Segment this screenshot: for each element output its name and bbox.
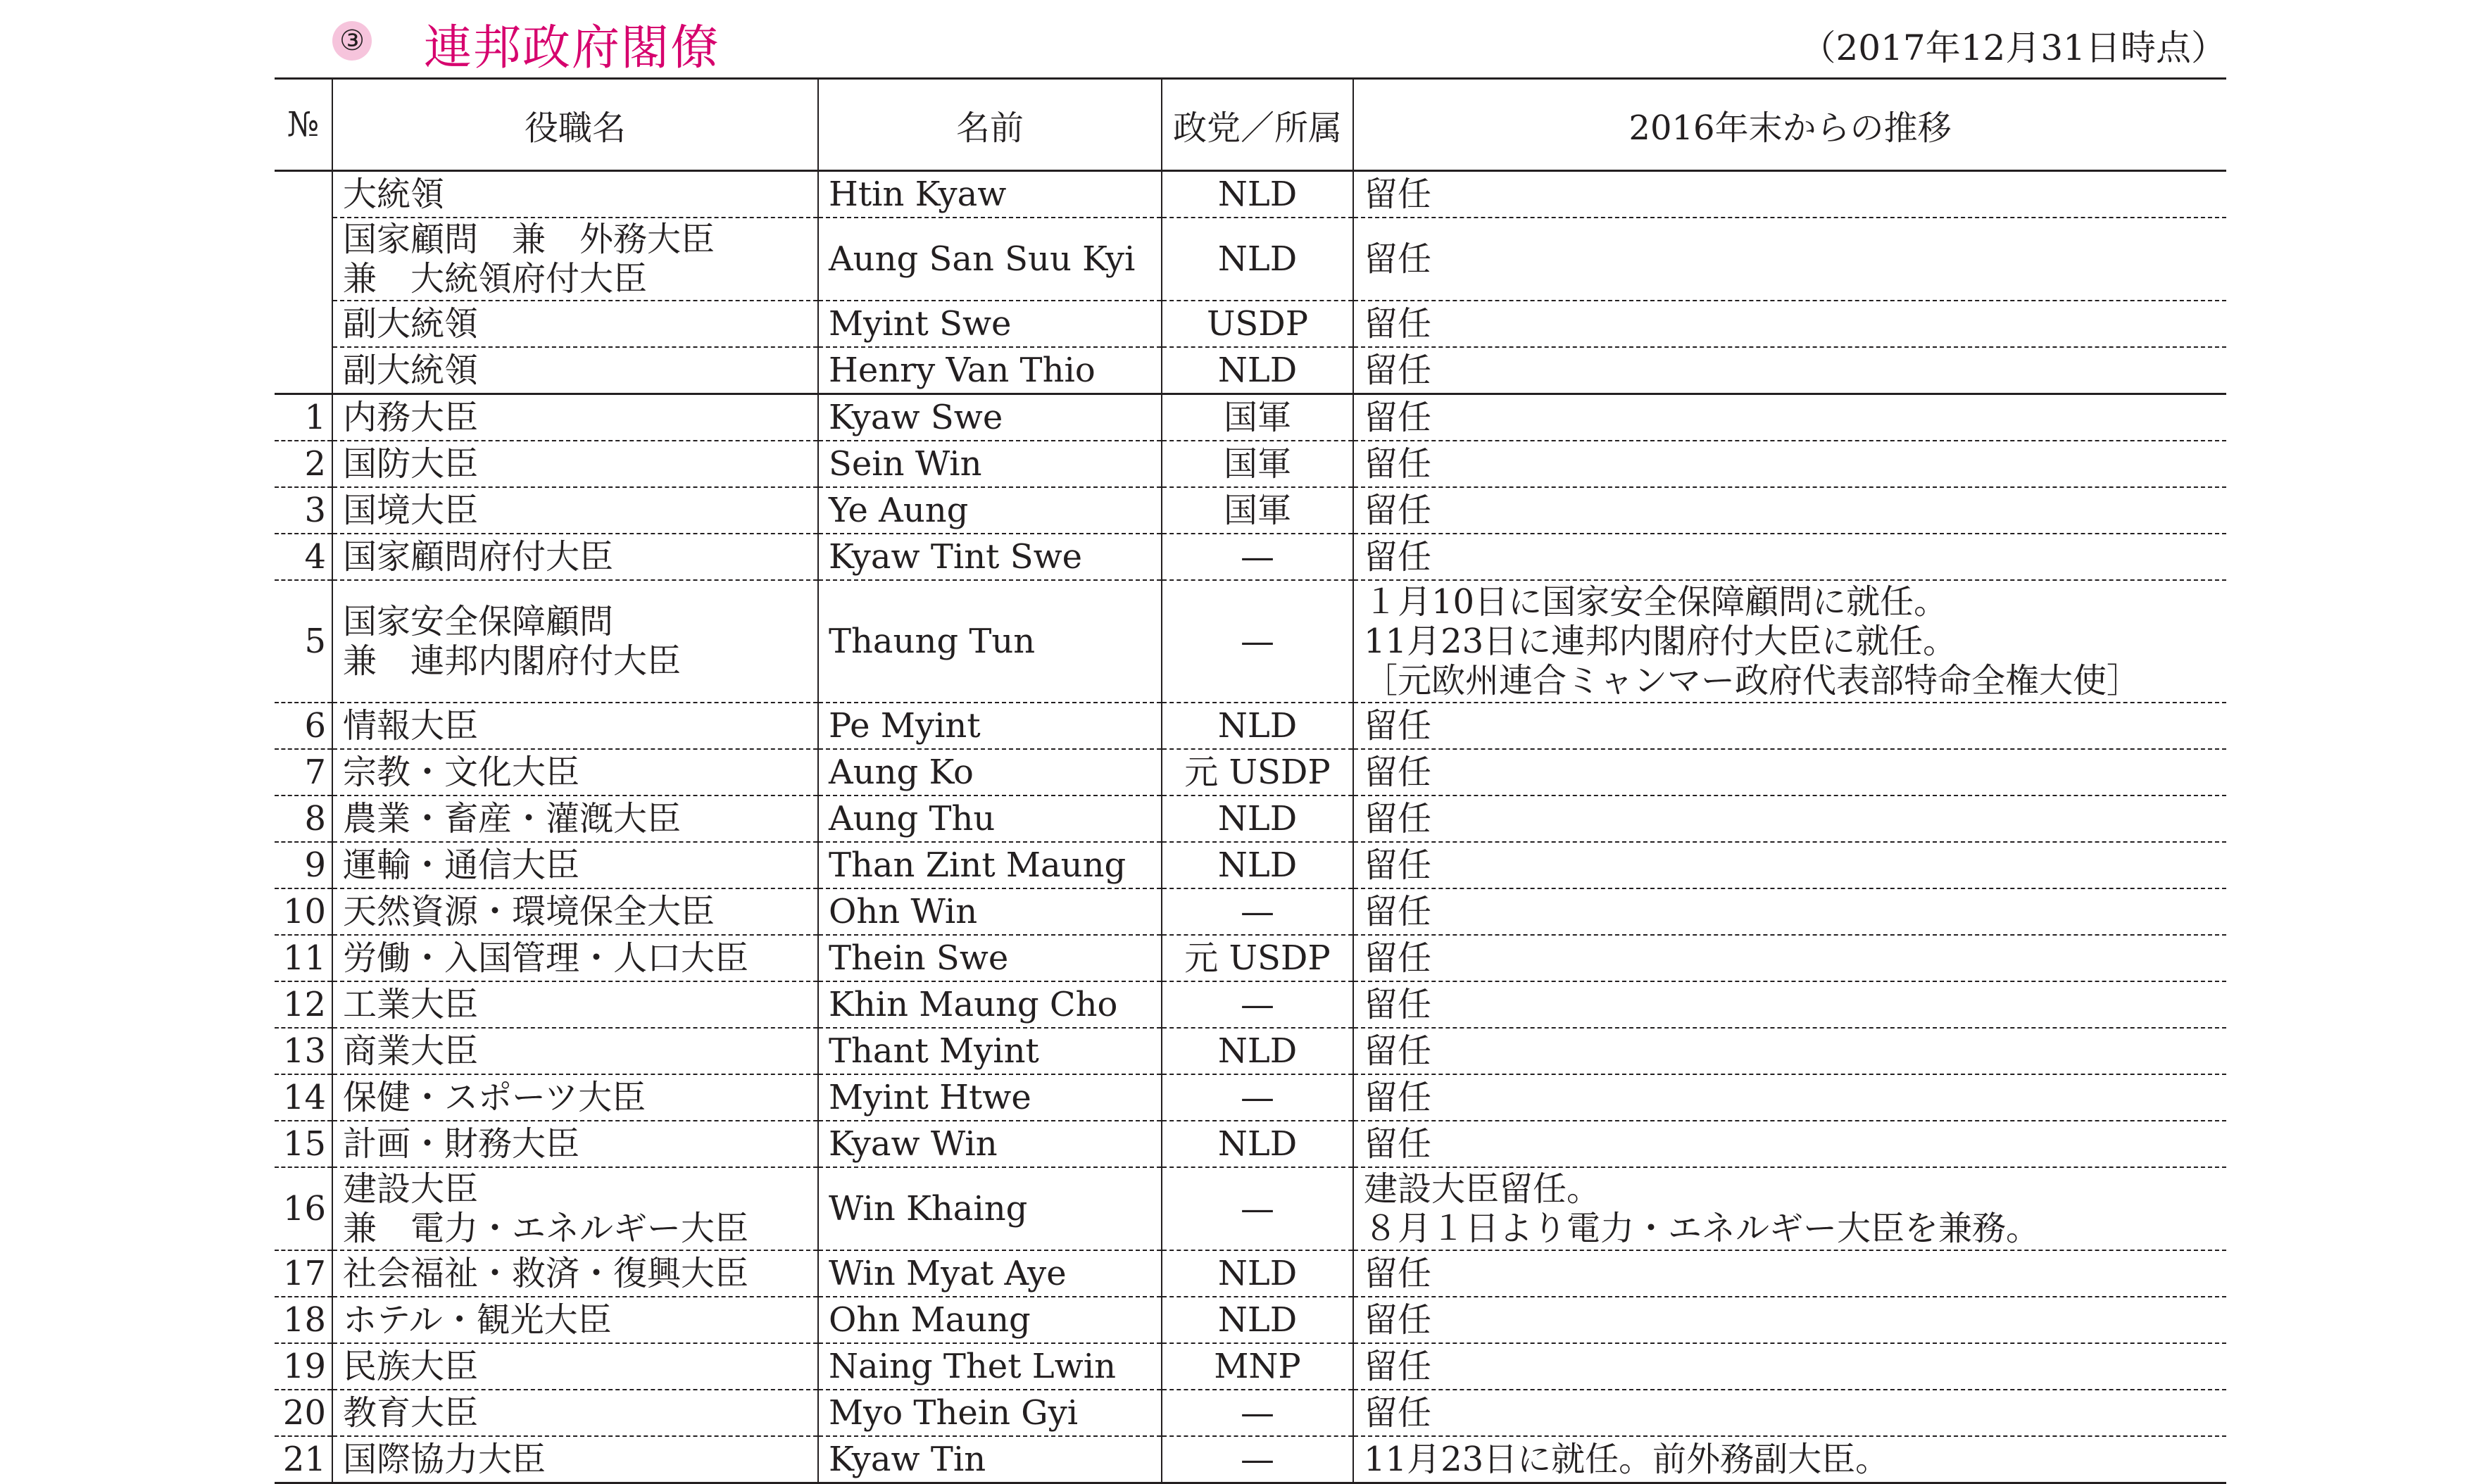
table-row	[275, 1250, 2226, 1297]
row-number: 15	[275, 1121, 332, 1167]
row-number: 7	[275, 749, 332, 796]
title-bar	[275, 0, 2226, 77]
party-affiliation: USDP	[1162, 301, 1353, 347]
section-title: 連邦政府閣僚	[424, 20, 720, 76]
table-row	[275, 1121, 2226, 1167]
role-text: 建設大臣	[343, 1169, 479, 1209]
role-text: 兼 電力・エネルギー大臣	[343, 1209, 749, 1248]
transition-cell	[1353, 888, 2226, 935]
minister-name: Pe Myint	[818, 703, 1162, 749]
transition-text: ８月１日より電力・エネルギー大臣を兼務。	[1364, 1209, 2040, 1248]
role-cell	[332, 1390, 818, 1436]
transition-cell	[1353, 394, 2226, 441]
party-affiliation: MNP	[1162, 1343, 1353, 1390]
party-affiliation: —	[1162, 1074, 1353, 1121]
party-affiliation: —	[1162, 534, 1353, 580]
table-row	[275, 534, 2226, 580]
minister-name: Kyaw Swe	[818, 394, 1162, 441]
transition-text: 留任	[1364, 985, 1432, 1024]
table-row	[275, 1343, 2226, 1390]
role-cell	[332, 1121, 818, 1167]
role-text: 国家顧問府付大臣	[343, 537, 614, 577]
table-body	[275, 171, 2226, 1483]
role-text: 副大統領	[343, 351, 479, 390]
header-role: 役職名	[332, 79, 818, 171]
role-text: 運輸・通信大臣	[343, 845, 580, 885]
transition-cell	[1353, 171, 2226, 218]
transition-cell	[1353, 1390, 2226, 1436]
table-header-row	[275, 79, 2226, 171]
minister-name: Thein Swe	[818, 935, 1162, 981]
transition-cell	[1353, 1250, 2226, 1297]
minister-name: Win Khaing	[818, 1167, 1162, 1250]
party-affiliation: —	[1162, 1390, 1353, 1436]
transition-text: 留任	[1364, 1254, 1432, 1293]
transition-text: 留任	[1364, 753, 1432, 792]
row-number: 21	[275, 1436, 332, 1483]
row-number	[275, 347, 332, 394]
role-cell	[332, 1250, 818, 1297]
role-cell	[332, 1028, 818, 1074]
header-no: №	[275, 79, 332, 171]
party-affiliation: NLD	[1162, 1297, 1353, 1343]
minister-name: Kyaw Win	[818, 1121, 1162, 1167]
document-page	[275, 0, 2226, 1484]
table-row	[275, 1028, 2226, 1074]
role-cell	[332, 1343, 818, 1390]
transition-text: 留任	[1364, 304, 1432, 344]
table-row	[275, 580, 2226, 703]
row-number	[275, 171, 332, 218]
minister-name: Ohn Maung	[818, 1297, 1162, 1343]
table-row	[275, 935, 2226, 981]
transition-cell	[1353, 1297, 2226, 1343]
row-number: 13	[275, 1028, 332, 1074]
role-text: 天然資源・環境保全大臣	[343, 892, 715, 931]
transition-text: 留任	[1364, 239, 1432, 279]
row-number: 3	[275, 487, 332, 534]
party-affiliation: —	[1162, 981, 1353, 1028]
minister-name: Aung Ko	[818, 749, 1162, 796]
role-text: 兼 大統領府付大臣	[343, 259, 648, 298]
role-cell	[332, 749, 818, 796]
role-cell	[332, 487, 818, 534]
table-row	[275, 842, 2226, 888]
row-number: 4	[275, 534, 332, 580]
transition-cell	[1353, 487, 2226, 534]
party-affiliation: NLD	[1162, 1121, 1353, 1167]
role-text: 計画・財務大臣	[343, 1124, 580, 1164]
row-number: 12	[275, 981, 332, 1028]
transition-cell	[1353, 301, 2226, 347]
minister-name: Ohn Win	[818, 888, 1162, 935]
row-number: 5	[275, 580, 332, 703]
minister-name: Thaung Tun	[818, 580, 1162, 703]
party-affiliation: NLD	[1162, 218, 1353, 301]
role-text: 宗教・文化大臣	[343, 753, 580, 792]
role-text: 国防大臣	[343, 444, 479, 484]
role-cell	[332, 981, 818, 1028]
transition-text: 留任	[1364, 1031, 1432, 1071]
role-cell	[332, 703, 818, 749]
table-row	[275, 796, 2226, 842]
transition-text: １月10日に国家安全保障顧問に就任。	[1364, 582, 1948, 622]
row-number: 20	[275, 1390, 332, 1436]
row-number: 18	[275, 1297, 332, 1343]
party-affiliation: —	[1162, 1436, 1353, 1483]
transition-text: 留任	[1364, 1393, 1432, 1433]
table-row	[275, 1167, 2226, 1250]
transition-text: 建設大臣留任。	[1364, 1169, 1601, 1209]
transition-cell	[1353, 935, 2226, 981]
transition-cell	[1353, 796, 2226, 842]
party-affiliation: 元 USDP	[1162, 935, 1353, 981]
table-row	[275, 487, 2226, 534]
party-affiliation: NLD	[1162, 1028, 1353, 1074]
role-text: 民族大臣	[343, 1347, 479, 1386]
section-number-badge: ③	[332, 21, 372, 61]
transition-cell	[1353, 1436, 2226, 1483]
role-text: 労働・入国管理・人口大臣	[343, 938, 749, 978]
transition-text: 留任	[1364, 706, 1432, 746]
minister-name: Naing Thet Lwin	[818, 1343, 1162, 1390]
role-text: 国家安全保障顧問	[343, 602, 614, 641]
row-number: 17	[275, 1250, 332, 1297]
role-cell	[332, 1074, 818, 1121]
role-cell	[332, 218, 818, 301]
minister-name: Myint Htwe	[818, 1074, 1162, 1121]
table-row	[275, 218, 2226, 301]
transition-cell	[1353, 842, 2226, 888]
role-text: 兼 連邦内閣府付大臣	[343, 641, 682, 681]
table-row	[275, 301, 2226, 347]
role-cell	[332, 935, 818, 981]
transition-cell	[1353, 347, 2226, 394]
party-affiliation: —	[1162, 1167, 1353, 1250]
party-affiliation: NLD	[1162, 842, 1353, 888]
transition-text: 留任	[1364, 175, 1432, 214]
role-cell	[332, 842, 818, 888]
transition-cell	[1353, 1074, 2226, 1121]
transition-text: 留任	[1364, 1300, 1432, 1340]
transition-cell	[1353, 749, 2226, 796]
table-row	[275, 981, 2226, 1028]
table-row	[275, 1074, 2226, 1121]
role-cell	[332, 394, 818, 441]
party-affiliation: NLD	[1162, 171, 1353, 218]
table-row	[275, 888, 2226, 935]
transition-text: 留任	[1364, 1347, 1432, 1386]
party-affiliation: 国軍	[1162, 394, 1353, 441]
table-row	[275, 171, 2226, 218]
role-text: 大統領	[343, 175, 445, 214]
table-row	[275, 1297, 2226, 1343]
role-text: 内務大臣	[343, 398, 479, 437]
transition-text: 留任	[1364, 938, 1432, 978]
role-text: 工業大臣	[343, 985, 479, 1024]
minister-name: Kyaw Tint Swe	[818, 534, 1162, 580]
minister-name: Htin Kyaw	[818, 171, 1162, 218]
role-cell	[332, 888, 818, 935]
row-number: 6	[275, 703, 332, 749]
role-cell	[332, 796, 818, 842]
transition-cell	[1353, 534, 2226, 580]
party-affiliation: 国軍	[1162, 487, 1353, 534]
header-name: 名前	[818, 79, 1162, 171]
party-affiliation: 元 USDP	[1162, 749, 1353, 796]
transition-cell	[1353, 1167, 2226, 1250]
transition-text: 留任	[1364, 845, 1432, 885]
transition-cell	[1353, 580, 2226, 703]
minister-name: Aung Thu	[818, 796, 1162, 842]
role-cell	[332, 301, 818, 347]
row-number: 16	[275, 1167, 332, 1250]
transition-text: 留任	[1364, 351, 1432, 390]
minister-name: Kyaw Tin	[818, 1436, 1162, 1483]
party-affiliation: 国軍	[1162, 441, 1353, 487]
party-affiliation: NLD	[1162, 796, 1353, 842]
transition-cell	[1353, 218, 2226, 301]
role-cell	[332, 1436, 818, 1483]
transition-text: 留任	[1364, 892, 1432, 931]
role-text: 国境大臣	[343, 491, 479, 530]
role-cell	[332, 171, 818, 218]
role-cell	[332, 1167, 818, 1250]
role-text: 社会福祉・救済・復興大臣	[343, 1254, 749, 1293]
role-cell	[332, 580, 818, 703]
row-number: 14	[275, 1074, 332, 1121]
party-affiliation: NLD	[1162, 1250, 1353, 1297]
role-text: 教育大臣	[343, 1393, 479, 1433]
row-number	[275, 301, 332, 347]
table-row	[275, 703, 2226, 749]
transition-text: ［元欧州連合ミャンマー政府代表部特命全権大使］	[1364, 661, 2141, 700]
table-row	[275, 441, 2226, 487]
role-cell	[332, 441, 818, 487]
transition-cell	[1353, 1028, 2226, 1074]
row-number: 1	[275, 394, 332, 441]
row-number	[275, 218, 332, 301]
transition-cell	[1353, 441, 2226, 487]
table-row	[275, 394, 2226, 441]
row-number: 19	[275, 1343, 332, 1390]
role-text: 国際協力大臣	[343, 1440, 546, 1479]
table-row	[275, 347, 2226, 394]
transition-text: 留任	[1364, 444, 1432, 484]
role-text: 保健・スポーツ大臣	[343, 1078, 646, 1117]
transition-text: 留任	[1364, 1078, 1432, 1117]
cabinet-table	[275, 77, 2226, 1484]
minister-name: Win Myat Aye	[818, 1250, 1162, 1297]
party-affiliation: NLD	[1162, 703, 1353, 749]
minister-name: Thant Myint	[818, 1028, 1162, 1074]
transition-text: 留任	[1364, 1124, 1432, 1164]
transition-cell	[1353, 1343, 2226, 1390]
date-note: （2017年12月31日時点）	[1800, 27, 2226, 68]
party-affiliation: —	[1162, 580, 1353, 703]
minister-name: Than Zint Maung	[818, 842, 1162, 888]
header-transition: 2016年末からの推移	[1353, 79, 2226, 171]
minister-name: Aung San Suu Kyi	[818, 218, 1162, 301]
role-text: 農業・畜産・灌漑大臣	[343, 799, 682, 838]
transition-text: 留任	[1364, 398, 1432, 437]
table-row	[275, 1436, 2226, 1483]
transition-text: 11月23日に連邦内閣府付大臣に就任。	[1364, 622, 1957, 661]
transition-cell	[1353, 703, 2226, 749]
header-party: 政党／所属	[1162, 79, 1353, 171]
row-number: 8	[275, 796, 332, 842]
table-row	[275, 749, 2226, 796]
row-number: 2	[275, 441, 332, 487]
minister-name: Myint Swe	[818, 301, 1162, 347]
party-affiliation: —	[1162, 888, 1353, 935]
transition-text: 留任	[1364, 537, 1432, 577]
role-cell	[332, 534, 818, 580]
role-text: 副大統領	[343, 304, 479, 344]
transition-cell	[1353, 1121, 2226, 1167]
row-number: 11	[275, 935, 332, 981]
minister-name: Henry Van Thio	[818, 347, 1162, 394]
role-text: 国家顧問 兼 外務大臣	[343, 220, 715, 259]
minister-name: Khin Maung Cho	[818, 981, 1162, 1028]
transition-text: 留任	[1364, 491, 1432, 530]
row-number: 10	[275, 888, 332, 935]
row-number: 9	[275, 842, 332, 888]
role-text: ホテル・観光大臣	[343, 1300, 612, 1340]
party-affiliation: NLD	[1162, 347, 1353, 394]
minister-name: Ye Aung	[818, 487, 1162, 534]
role-cell	[332, 1297, 818, 1343]
transition-text: 11月23日に就任。前外務副大臣。	[1364, 1440, 1890, 1479]
role-text: 商業大臣	[343, 1031, 479, 1071]
transition-cell	[1353, 981, 2226, 1028]
table-row	[275, 1390, 2226, 1436]
minister-name: Sein Win	[818, 441, 1162, 487]
minister-name: Myo Thein Gyi	[818, 1390, 1162, 1436]
role-text: 情報大臣	[343, 706, 479, 746]
role-cell	[332, 347, 818, 394]
transition-text: 留任	[1364, 799, 1432, 838]
